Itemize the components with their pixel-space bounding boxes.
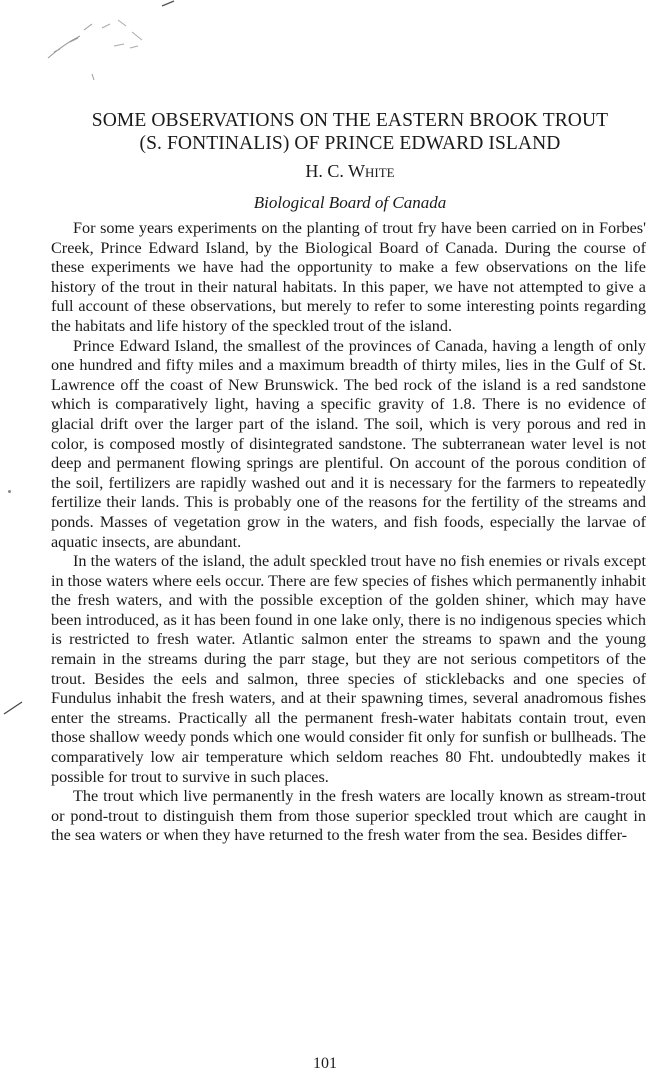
- paragraph-4: The trout which live permanently in the fresh waters are locally known as stream-trout or pond-trout to distinguish them from those superior speckled trout which are caught in the sea waters or when they have returned to the fresh water from the sea. Besides differ-: [51, 787, 646, 845]
- handwritten-scribble: [40, 0, 180, 90]
- page-number: 101: [313, 1055, 337, 1072]
- title-line-1: SOME OBSERVATIONS ON THE EASTERN BROOK TROUT: [91, 110, 609, 131]
- paragraph-1: For some years experiments on the planting of trout fry have been carried on in Forbes' Creek, Prince Edward Island, by the Biological Board of Canada. During the course of these experiments we have had the opportunity to make a few observations on the life history of the trout in their natural habitats. In this paper, we have not attempted to give a full account of these observations, but merely to refer to some interesting points regarding the habitats and life history of the speckled trout of the island.: [51, 219, 646, 335]
- author-name: H. C. White: [305, 161, 395, 181]
- margin-pen-mark: [2, 696, 24, 718]
- article-body: [51, 219, 646, 846]
- author-affiliation: Biological Board of Canada: [253, 193, 447, 212]
- paragraph-3: In the waters of the island, the adult speckled trout have no fish enemies or rivals except in those waters where eels occur. There are few species of fishes which permanently inhabit the fresh waters, and with the possible exception of the golden shiner, which may have been introduced, as it has been found in one lake only, there is no indigenous species which is restricted to fresh water. Atlantic salmon enter the streams to spawn and the young remain in the streams during the parr stage, but they are not serious competitors of the trout. Besides the eels and salmon, three species of sticklebacks and one species of Fundulus inhabit the fresh waters, and at their spawning times, several anadromous fishes enter the streams. Practically all the permanent fresh-water habitats contain trout, even those shallow weedy ponds which one would consider fit only for sunfish or bullheads. The comparatively low air temperature which seldom reaches 80 Fht. undoubtedly makes it possible for trout to survive in such places.: [51, 552, 646, 786]
- article-title: [40, 109, 650, 155]
- title-line-2: (S. FONTINALIS) OF PRINCE EDWARD ISLAND: [139, 133, 561, 154]
- paragraph-2: Prince Edward Island, the smallest of the provinces of Canada, having a length of only one hundred and fifty miles and a maximum breadth of thirty miles, lies in the Gulf of St. Lawrence off the coast of New Brunswick. The bed rock of the island is a red sandstone which is comparatively light, having a specific gravity of 1.8. There is no evidence of glacial drift over the larger part of the island. The soil, which is very porous and red in color, is composed mostly of disintegrated sandstone. The subterranean water level is not deep and permanent flowing springs are plentiful. On account of the porous condition of the soil, fertilizers are rapidly washed out and it is necessary for the farmers to repeatedly fertilize their lands. This is probably one of the reasons for the fertility of the streams and ponds. Masses of vegetation grow in the waters, and fish foods, especially the larvae of aquatic insects, are abundant.: [51, 336, 646, 551]
- margin-dot: [8, 490, 11, 493]
